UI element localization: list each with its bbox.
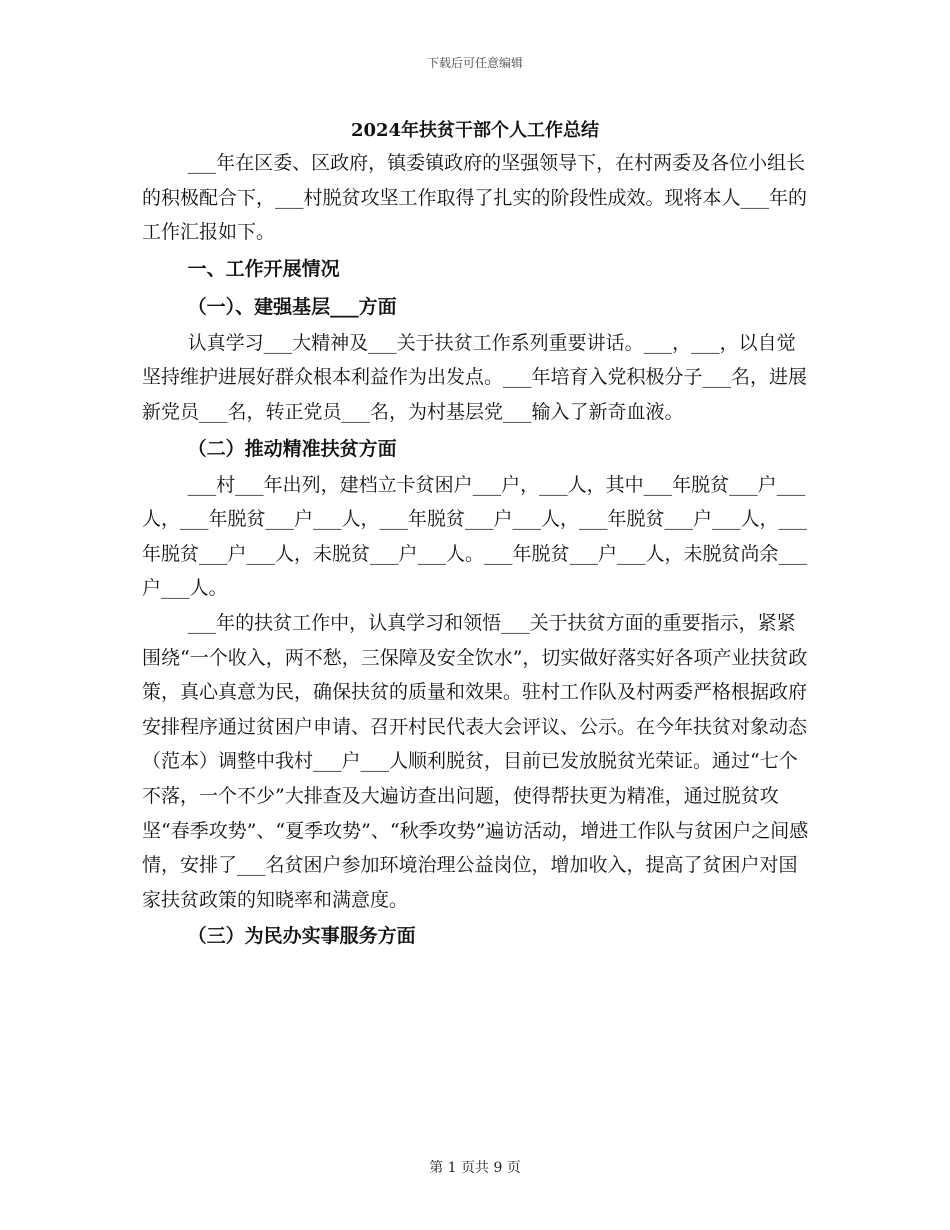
document-title: 2024年扶贫干部个人工作总结	[350, 120, 600, 141]
subsection-2-paragraph-1: ___村___年出列，建档立卡贫困户___户，___人，其中___年脱贫___户___人，___年脱贫___户___人，___年脱贫___户___人，___年脱贫___户___人，___年脱贫___户___人，未脱贫___户___人。___年脱贫___户___人，未脱贫尚余___户___人。	[142, 473, 808, 600]
subsection-1-paragraph: 认真学习___大精神及___关于扶贫工作系列重要讲话。___，___，以自觉坚持维护进展好群众根本利益作为出发点。___年培育入党积极分子___名，进展新党员___名，转正党员___名，为村基层党___输入了新奇血液。	[142, 331, 808, 423]
section-heading-1: 一、工作开展情况	[187, 257, 340, 280]
subsection-2-paragraph-2: ___年的扶贫工作中，认真学习和领悟___关于扶贫方面的重要指示，紧紧围绕“一个收入，两不愁，三保障及安全饮水”，切实做好落实好各项产业扶贫政策，真心真意为民，确保扶贫的质量和效果。驻村工作队及村两委严格根据政府安排程序通过贫困户申请、召开村民代表大会评议、公示。在今年扶贫对象动态（范本）调整中我村___户___人顺利脱贫，目前已发放脱贫光荣证。通过“七个不落，一个不少”大排查及大遍访查出问题，使得帮扶更为精准，通过脱贫攻坚“春季攻势”、“夏季攻势”、“秋季攻势”遍访活动，增进工作队与贫困户之间感情，安排了___名贫困户参加环境治理公益岗位，增加收入，提高了贫困户对国家扶贫政策的知晓率和满意度。	[142, 611, 809, 911]
subsection-heading-1: （一）、建强基层___方面	[187, 295, 397, 318]
page-footer: 第 1 页共 9 页	[429, 1160, 521, 1176]
intro-paragraph: ___年在区委、区政府，镇委镇政府的坚强领导下，在村两委及各位小组长的积极配合下，___村脱贫攻坚工作取得了扎实的阶段性成效。现将本人___年的工作汇报如下。	[142, 152, 808, 244]
subsection-heading-2: （二）推动精准扶贫方面	[187, 437, 397, 460]
page-header: 下载后可任意编辑	[426, 56, 523, 70]
subsection-heading-3: （三）为民办实事服务方面	[187, 925, 416, 948]
document-body	[142, 146, 810, 955]
